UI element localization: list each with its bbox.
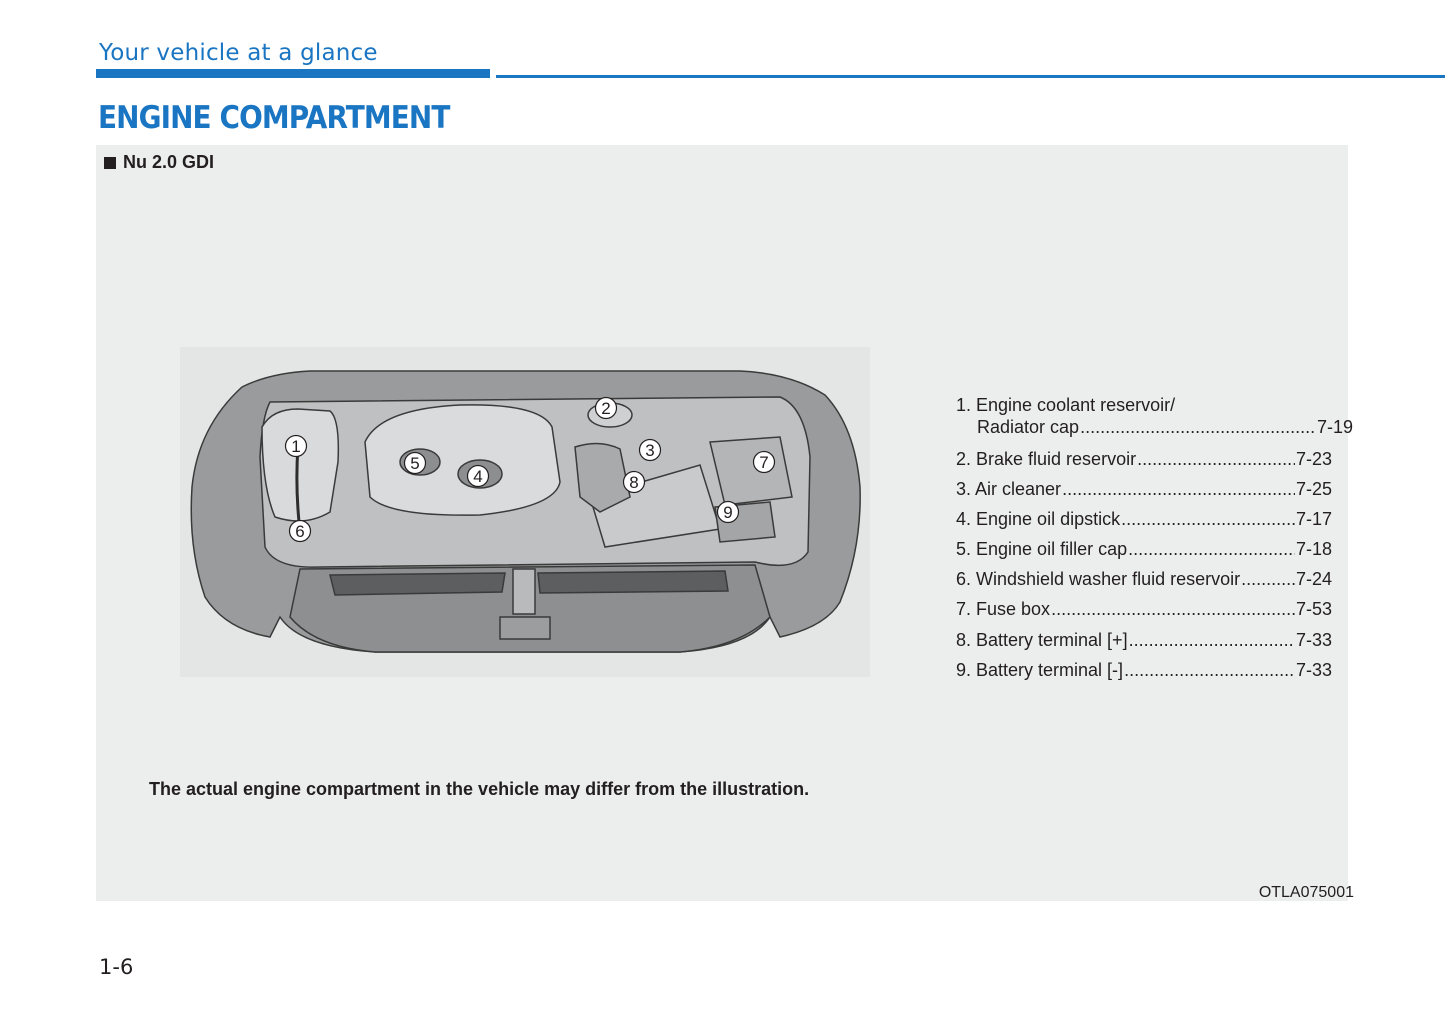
dot-leader	[1129, 629, 1295, 651]
illustration-footnote: The actual engine compartment in the vehicle may differ from the illustration.	[149, 779, 810, 799]
part-page-ref: 7-17	[1295, 509, 1332, 530]
header-rule-thick	[96, 69, 490, 78]
part-page-ref: 7-33	[1295, 659, 1332, 680]
callout-6	[290, 521, 311, 542]
part-page-ref: 7-53	[1295, 599, 1332, 620]
callout-9	[718, 502, 739, 523]
callout-9-label: 9	[723, 503, 733, 522]
part-label: 7. Fuse box	[956, 599, 1051, 620]
dot-leader	[1124, 659, 1295, 681]
part-label: 2. Brake fluid reservoir	[956, 449, 1137, 469]
callout-6-label: 6	[295, 522, 305, 541]
part-page-ref: 7-23	[1295, 449, 1332, 469]
dot-leader	[1062, 478, 1295, 500]
callout-7-label: 7	[759, 453, 769, 472]
part-page-ref: 7-33	[1295, 629, 1332, 650]
part-page-ref: 7-25	[1295, 479, 1332, 500]
dot-leader	[1080, 416, 1316, 438]
part-label: 9. Battery terminal [-]	[956, 659, 1124, 680]
list-item	[956, 598, 1332, 628]
callout-2-label: 2	[601, 399, 611, 418]
callout-4-label: 4	[473, 467, 483, 486]
page-title: ENGINE COMPARTMENT	[98, 100, 450, 136]
part-label: 5. Engine oil filler cap	[956, 539, 1128, 560]
list-item	[956, 448, 1332, 478]
dot-leader	[1121, 508, 1295, 530]
part-label: 8. Battery terminal [+]	[956, 629, 1128, 650]
part-page-ref: 7-19	[1316, 417, 1353, 437]
dot-leader	[1128, 538, 1295, 560]
engine-compartment-illustration	[180, 347, 870, 677]
image-code: OTLA075001	[1258, 884, 1354, 901]
callout-2	[596, 398, 617, 419]
dot-leader	[1137, 448, 1295, 470]
callout-5-label: 5	[410, 454, 420, 473]
header-rule-thin	[496, 75, 1445, 78]
list-item	[956, 394, 1353, 448]
callout-5	[405, 453, 426, 474]
list-item	[956, 478, 1332, 508]
callout-8-label: 8	[629, 473, 639, 492]
part-label-line1: 1. Engine coolant reservoir/	[956, 395, 1176, 415]
engine-heading-label: Nu 2.0 GDI	[123, 152, 215, 172]
callout-3-label: 3	[645, 441, 655, 460]
dot-leader	[1051, 598, 1295, 620]
part-label: 3. Air cleaner	[956, 479, 1062, 500]
list-item	[956, 568, 1332, 598]
callout-4	[468, 466, 489, 487]
part-label: Radiator cap	[977, 417, 1080, 437]
callout-1-label: 1	[291, 437, 301, 456]
list-item	[956, 629, 1332, 659]
parts-list	[956, 394, 1353, 689]
list-item	[956, 508, 1332, 538]
callout-8	[624, 472, 645, 493]
list-item	[956, 538, 1332, 568]
section-title: Your vehicle at a glance	[99, 40, 378, 66]
part-label: 4. Engine oil dipstick	[956, 509, 1121, 530]
engine-heading	[104, 152, 214, 173]
part-page-ref: 7-24	[1295, 569, 1332, 590]
callout-7	[754, 452, 775, 473]
callout-1	[286, 436, 307, 457]
page-number: 1-6	[99, 955, 134, 979]
list-item	[956, 659, 1332, 689]
part-page-ref: 7-18	[1295, 539, 1332, 560]
dot-leader	[1241, 568, 1295, 590]
part-label: 6. Windshield washer fluid reservoir	[956, 569, 1241, 590]
square-bullet-icon	[104, 157, 116, 169]
callout-3	[640, 440, 661, 461]
